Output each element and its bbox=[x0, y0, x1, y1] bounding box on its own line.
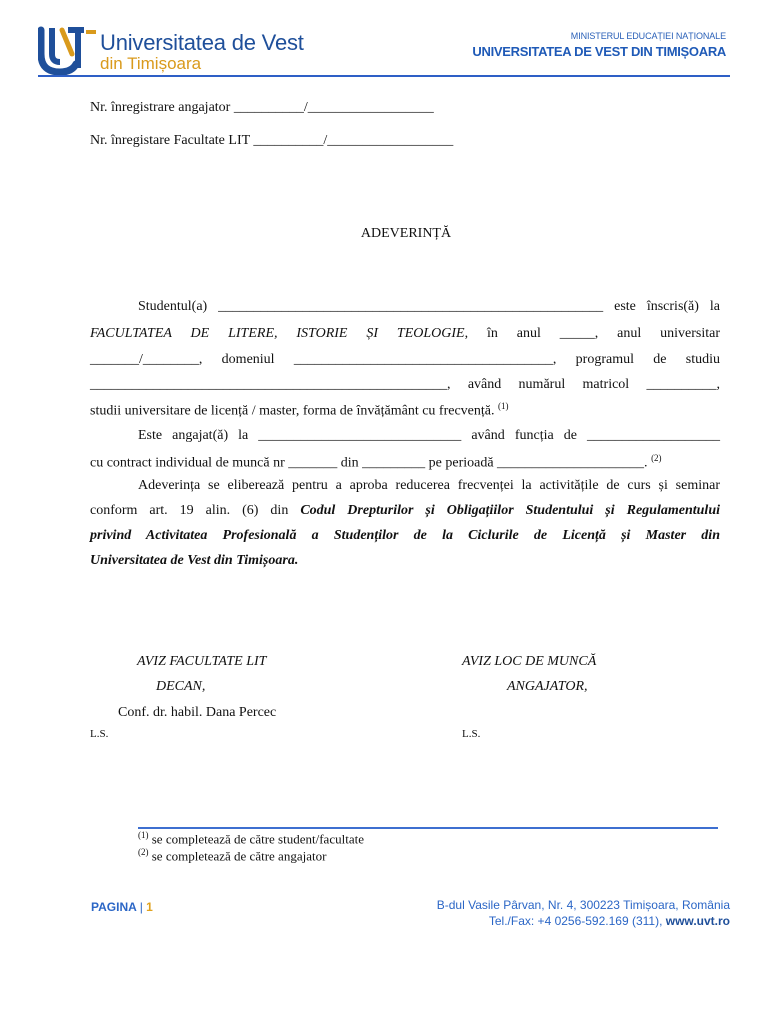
faculty-registration: Nr. înregistare Facultate LIT __________/__________________ bbox=[90, 133, 454, 148]
purpose-line: Adeverința se eliberează pentru a aproba reducerea frecvenței la activitățile de curs și seminar bbox=[138, 478, 720, 493]
right-seal-placeholder: L.S. bbox=[462, 728, 481, 740]
footer-contact bbox=[489, 914, 730, 928]
footnote-1 bbox=[138, 830, 364, 847]
logo-university-name: Universitatea de Vest bbox=[100, 30, 304, 55]
footnote-mark-2: (2) bbox=[138, 847, 149, 857]
program-line: ___________________________________________________, având numărul matricol __________, bbox=[90, 377, 720, 392]
logo-university-city: din Timișoara bbox=[100, 54, 202, 73]
page-number: 1 bbox=[146, 900, 153, 914]
page-separator: | bbox=[139, 900, 143, 914]
dean-label: DECAN, bbox=[156, 679, 206, 694]
employment-line: Este angajat(ă) la _____________________________ având funcția de ___________________ bbox=[138, 428, 720, 443]
employer-registration: Nr. înregistrare angajator __________/__________________ bbox=[90, 100, 434, 115]
faculty-name: FACULTATEA DE LITERE, ISTORIE ȘI TEOLOGIE bbox=[90, 326, 465, 341]
footnote-text-1: se completează de către student/facultate bbox=[148, 831, 364, 847]
student-line: Studentul(a) _______________________________________________________ este înscris(ă) la bbox=[138, 299, 720, 314]
footer-address: B-dul Vasile Pârvan, Nr. 4, 300223 Timișoara, România bbox=[436, 898, 730, 912]
contract-line bbox=[90, 453, 662, 472]
dean-name: Conf. dr. habil. Dana Percec bbox=[118, 705, 277, 720]
left-seal-placeholder: L.S. bbox=[90, 728, 109, 740]
studies-text: studii universitare de licență / master, forma de învățământ cu frecvență. bbox=[90, 403, 495, 419]
document-title: ADEVERINȚĂ bbox=[360, 226, 452, 241]
regulation-line-2: privind Activitatea Profesională a Studenților de la Ciclurile de Licență și Master din bbox=[90, 528, 720, 543]
note-ref-1: (1) bbox=[498, 401, 509, 411]
footer-website-link[interactable]: www.uvt.ro bbox=[665, 914, 730, 928]
university-logo bbox=[38, 24, 304, 80]
footnote-text-2: se completează de către angajator bbox=[148, 848, 327, 864]
employer-label: ANGAJATOR, bbox=[507, 679, 588, 694]
uvt-logo-icon bbox=[38, 24, 100, 76]
university-label: UNIVERSITATEA DE VEST DIN TIMIȘOARA bbox=[472, 44, 726, 59]
page-indicator bbox=[91, 900, 153, 914]
note-ref-2: (2) bbox=[651, 453, 662, 463]
workplace-approval-title: AVIZ LOC DE MUNCĂ bbox=[462, 654, 597, 669]
contract-text: cu contract individual de muncă nr _______ din _________ pe perioadă _____________________. bbox=[90, 455, 648, 471]
footnote-2 bbox=[138, 847, 326, 864]
header-divider bbox=[38, 75, 730, 77]
studies-line bbox=[90, 401, 509, 420]
page-label: PAGINA bbox=[91, 900, 137, 914]
ministry-label: MINISTERUL EDUCAȚIEI NAȚIONALE bbox=[570, 31, 726, 41]
regulation-line bbox=[90, 503, 720, 519]
regulation-prefix: conform art. 19 alin. (6) din bbox=[90, 503, 301, 518]
study-year-text: , în anul _____, anul universitar bbox=[464, 326, 720, 341]
footnote-divider bbox=[138, 827, 718, 829]
domain-line: _______/________, domeniul _____________________________________, programul de studiu bbox=[90, 352, 720, 367]
faculty-approval-title: AVIZ FACULTATE LIT bbox=[137, 654, 267, 669]
footnote-mark-1: (1) bbox=[138, 830, 149, 840]
regulation-code: Codul Drepturilor și Obligațiilor Studentului și Regulamentului bbox=[300, 503, 720, 518]
faculty-line bbox=[90, 326, 720, 342]
regulation-line-3: Universitatea de Vest din Timișoara. bbox=[90, 553, 299, 568]
footer-phone: Tel./Fax: +4 0256-592.169 (311), bbox=[488, 914, 666, 928]
